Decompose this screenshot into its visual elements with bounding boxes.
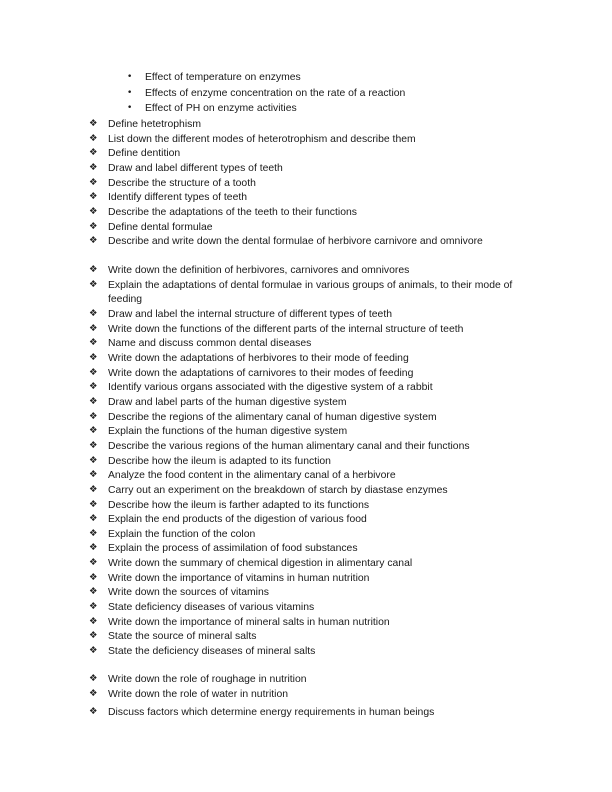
list-item-text: Write down the adaptations of carnivores to their modes of feeding [108, 367, 414, 379]
diamond-bullet-icon: ❖ [89, 601, 98, 613]
list-item [0, 206, 612, 221]
list-item-text: Write down the importance of vitamins in human nutrition [108, 572, 370, 584]
diamond-bullet-icon: ❖ [89, 557, 98, 569]
list-item [0, 133, 612, 148]
list-item [0, 601, 612, 616]
list-item-text: Explain the function of the colon [108, 528, 256, 540]
list-item [0, 469, 612, 484]
list-item [0, 528, 612, 543]
list-item-text: Write down the sources of vitamins [108, 587, 269, 599]
objective-list-nutrition [0, 673, 612, 721]
list-item [0, 542, 612, 557]
list-item-text: Describe the various regions of the human alimentary canal and their functions [108, 440, 470, 452]
list-item [0, 147, 612, 162]
list-item [0, 572, 612, 587]
list-item-text: Explain the end products of the digestion of various food [108, 514, 367, 526]
list-item-text: Write down the role of roughage in nutrition [108, 674, 307, 685]
list-item-text: Carry out an experiment on the breakdown of starch by diastase enzymes [108, 484, 448, 496]
diamond-bullet-icon: ❖ [89, 264, 98, 275]
list-item [0, 411, 612, 426]
list-item [0, 706, 612, 721]
list-item [0, 484, 612, 499]
bullet-icon: • [127, 103, 133, 113]
bullet-icon: • [127, 72, 133, 82]
bullet-icon: • [127, 87, 133, 98]
diamond-bullet-icon: ❖ [89, 278, 98, 290]
list-item-text: Describe and write down the dental formulae of herbivore carnivore and omnivore [108, 236, 483, 248]
list-item-text: Write down the adaptations of herbivores to their mode of feeding [108, 352, 409, 364]
diamond-bullet-icon: ❖ [89, 542, 98, 554]
diamond-bullet-icon: ❖ [89, 586, 98, 598]
list-item [0, 455, 612, 470]
list-item-text: Explain the functions of the human digestive system [108, 426, 348, 438]
diamond-bullet-icon: ❖ [89, 571, 98, 583]
list-item [0, 118, 612, 133]
list-item [0, 264, 612, 279]
diamond-bullet-icon: ❖ [89, 395, 98, 407]
list-item-text: Explain the adaptations of dental formulae in various groups of animals, to their mode of feeding [108, 279, 513, 306]
list-item-text: Define hetetrophism [108, 119, 201, 130]
list-item-text: Analyze the food content in the alimentary canal of a herbivore [108, 470, 396, 482]
list-item-text: Identify various organs associated with the digestive system of a rabbit [108, 382, 433, 394]
list-item-text: Effects of enzyme concentration on the rate of a reaction [145, 87, 406, 99]
list-item-text: Effect of temperature on enzymes [145, 72, 301, 83]
diamond-bullet-icon: ❖ [89, 687, 98, 699]
list-item-text: Draw and label the internal structure of different types of teeth [108, 308, 392, 320]
diamond-bullet-icon: ❖ [89, 220, 98, 232]
diamond-bullet-icon: ❖ [89, 425, 98, 437]
list-item [0, 308, 612, 323]
diamond-bullet-icon: ❖ [89, 410, 98, 422]
list-item [0, 103, 612, 119]
list-item [0, 616, 612, 631]
list-item-text: Write down the summary of chemical digestion in alimentary canal [108, 558, 413, 570]
list-item-text: Describe the structure of a tooth [108, 177, 256, 189]
list-item [0, 191, 612, 206]
objective-list-digestion [0, 264, 612, 660]
list-item [0, 352, 612, 367]
diamond-bullet-icon: ❖ [89, 469, 98, 481]
diamond-bullet-icon: ❖ [89, 307, 98, 319]
sub-bullet-list [0, 72, 612, 119]
list-item-text: Draw and label different types of teeth [108, 162, 283, 174]
diamond-bullet-icon: ❖ [89, 381, 98, 393]
diamond-bullet-icon: ❖ [89, 235, 98, 247]
list-item-text: Write down the role of water in nutrition [108, 688, 288, 700]
list-item-text: Describe how the ileum is farther adapted to its functions [108, 499, 370, 511]
list-item [0, 367, 612, 382]
list-item-text: Write down the importance of mineral salts in human nutrition [108, 616, 390, 628]
list-item-text: Define dentition [108, 148, 181, 160]
list-item-text: Name and discuss common dental diseases [108, 338, 312, 350]
list-item-text: Write down the functions of the different parts of the internal structure of teeth [108, 323, 464, 335]
diamond-bullet-icon: ❖ [89, 498, 98, 510]
list-item-text: State the source of mineral salts [108, 631, 257, 643]
diamond-bullet-icon: ❖ [89, 351, 98, 363]
list-item-text: Write down the definition of herbivores, carnivores and omnivores [108, 265, 410, 276]
diamond-bullet-icon: ❖ [89, 673, 98, 684]
list-item-text: Explain the process of assimilation of food substances [108, 543, 358, 555]
list-item-text: Define dental formulae [108, 221, 213, 233]
list-item-text: State the deficiency diseases of mineral salts [108, 646, 316, 658]
list-item [0, 279, 612, 308]
list-item [0, 72, 612, 88]
list-item [0, 586, 612, 601]
diamond-bullet-icon: ❖ [89, 161, 98, 173]
diamond-bullet-icon: ❖ [89, 513, 98, 525]
list-item-text: Draw and label parts of the human digestive system [108, 396, 347, 408]
diamond-bullet-icon: ❖ [89, 176, 98, 188]
list-item [0, 337, 612, 352]
objective-list-teeth [0, 118, 612, 250]
list-item [0, 499, 612, 514]
diamond-bullet-icon: ❖ [89, 147, 98, 159]
list-item [0, 235, 612, 250]
diamond-bullet-icon: ❖ [89, 191, 98, 203]
diamond-bullet-icon: ❖ [89, 439, 98, 451]
diamond-bullet-icon: ❖ [89, 132, 98, 144]
diamond-bullet-icon: ❖ [89, 337, 98, 349]
list-item [0, 177, 612, 192]
list-item-text: Describe the adaptations of the teeth to their functions [108, 206, 357, 218]
list-item [0, 425, 612, 440]
list-item [0, 673, 612, 688]
list-item [0, 381, 612, 396]
list-item [0, 440, 612, 455]
list-item [0, 645, 612, 660]
list-item-text: Describe how the ileum is adapted to its function [108, 455, 331, 467]
diamond-bullet-icon: ❖ [89, 706, 98, 718]
list-item [0, 513, 612, 528]
list-item-text: Describe the regions of the alimentary canal of human digestive system [108, 411, 437, 423]
diamond-bullet-icon: ❖ [89, 615, 98, 627]
diamond-bullet-icon: ❖ [89, 454, 98, 466]
list-item [0, 688, 612, 702]
diamond-bullet-icon: ❖ [89, 322, 98, 334]
diamond-bullet-icon: ❖ [89, 205, 98, 217]
diamond-bullet-icon: ❖ [89, 483, 98, 495]
list-item [0, 162, 612, 177]
list-item-text: State deficiency diseases of various vitamins [108, 602, 315, 614]
list-item-text: Effect of PH on enzyme activities [145, 103, 297, 114]
list-item-text: Discuss factors which determine energy requirements in human beings [108, 707, 435, 719]
list-item-text: Identify different types of teeth [108, 192, 248, 204]
list-item [0, 88, 612, 104]
list-item-text: List down the different modes of heterotrophism and describe them [108, 133, 416, 145]
diamond-bullet-icon: ❖ [89, 630, 98, 642]
diamond-bullet-icon: ❖ [89, 645, 98, 657]
diamond-bullet-icon: ❖ [89, 527, 98, 539]
diamond-bullet-icon: ❖ [89, 118, 98, 129]
list-item [0, 557, 612, 572]
list-item [0, 221, 612, 236]
list-item [0, 630, 612, 645]
diamond-bullet-icon: ❖ [89, 366, 98, 378]
list-item [0, 396, 612, 411]
list-item [0, 323, 612, 338]
